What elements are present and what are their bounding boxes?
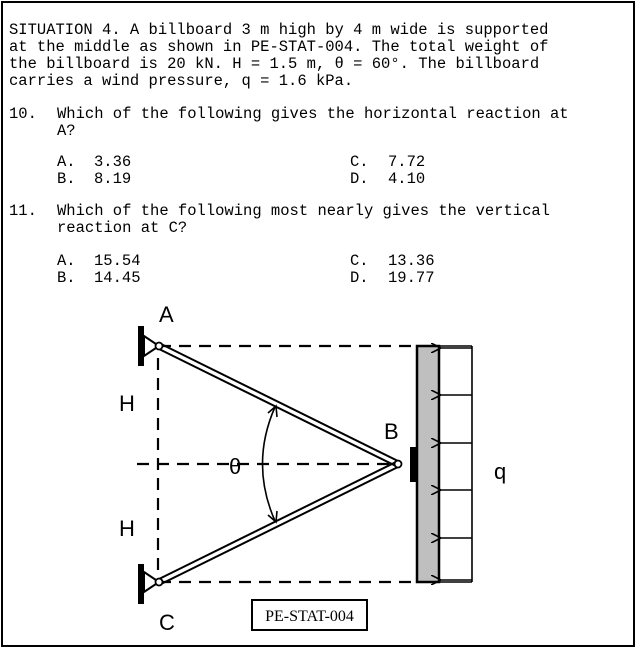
label-a: A bbox=[159, 302, 174, 327]
wind-load bbox=[439, 346, 472, 582]
member-cb bbox=[159, 461, 398, 585]
pin-a bbox=[156, 343, 163, 350]
situation-line-4: carries a wind pressure, q = 1.6 kPa. bbox=[9, 72, 354, 90]
label-c: C bbox=[159, 610, 175, 635]
label-q: q bbox=[494, 459, 507, 484]
question-10-number: 10. bbox=[9, 105, 37, 123]
q11-choice-b-label: B. bbox=[57, 269, 76, 287]
pin-c bbox=[156, 579, 163, 586]
label-h-bottom: H bbox=[119, 516, 135, 541]
label-b: B bbox=[384, 419, 399, 444]
label-theta: θ bbox=[229, 454, 242, 479]
q11-choice-d-label: D. bbox=[350, 269, 369, 287]
situation-line-3: the billboard is 20 kN. H = 1.5 m, θ = 60°. The billboard bbox=[9, 55, 540, 73]
q10-choice-a-value: 3.36 bbox=[94, 153, 132, 171]
q10-choice-c-value: 7.72 bbox=[388, 153, 426, 171]
q10-choice-b-value: 8.19 bbox=[94, 170, 132, 188]
label-h-top: H bbox=[119, 391, 135, 416]
question-11-number: 11. bbox=[9, 202, 37, 220]
figure-caption: PE-STAT-004 bbox=[265, 608, 354, 625]
q11-choice-c-label: C. bbox=[350, 252, 369, 270]
dashed-guides bbox=[137, 346, 416, 582]
billboard bbox=[417, 346, 439, 582]
q11-choice-d-value: 19.77 bbox=[388, 269, 435, 287]
q10-choice-c-label: C. bbox=[350, 153, 369, 171]
situation-line-1: SITUATION 4. A billboard 3 m high by 4 m wide is supported bbox=[9, 21, 549, 39]
q10-choice-d-label: D. bbox=[350, 170, 369, 188]
q11-choice-a-label: A. bbox=[57, 252, 76, 270]
question-11-line-2: reaction at C? bbox=[57, 219, 188, 237]
q10-choice-b-label: B. bbox=[57, 170, 76, 188]
q11-choice-b-value: 14.45 bbox=[94, 269, 141, 287]
situation-line-2: at the middle as shown in PE-STAT-004. The total weight of bbox=[9, 38, 549, 56]
question-10-line-1: Which of the following gives the horizontal reaction at bbox=[57, 105, 569, 123]
q10-choice-a-label: A. bbox=[57, 153, 76, 171]
q11-choice-a-value: 15.54 bbox=[94, 252, 141, 270]
pin-b bbox=[395, 461, 402, 468]
question-11-line-1: Which of the following most nearly gives the vertical bbox=[57, 202, 550, 220]
question-10-line-2: A? bbox=[57, 122, 76, 140]
q11-choice-c-value: 13.36 bbox=[388, 252, 435, 270]
member-ab bbox=[159, 343, 398, 467]
q10-choice-d-value: 4.10 bbox=[388, 170, 426, 188]
